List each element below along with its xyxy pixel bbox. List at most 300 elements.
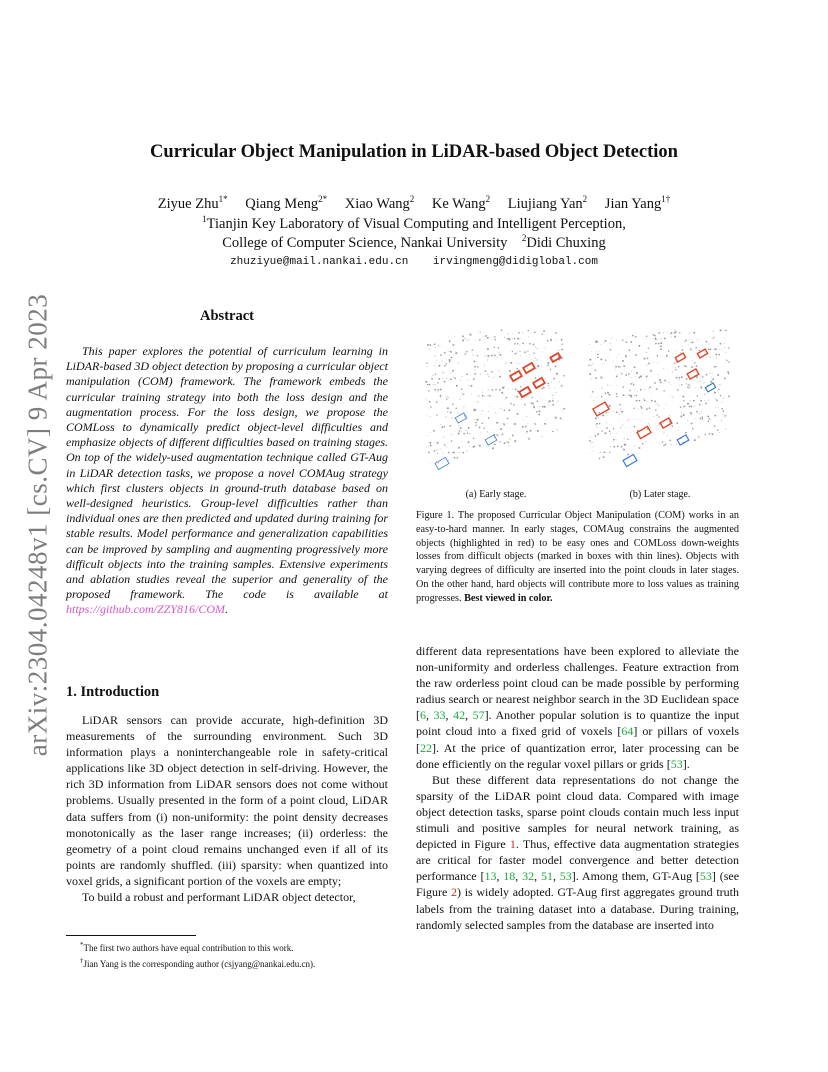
lidar-point [595,417,597,419]
point-cloud-figure [416,325,739,483]
lidar-point [440,395,442,397]
lidar-point [467,412,468,413]
lidar-point [691,366,693,368]
lidar-point [535,423,537,425]
lidar-point [687,386,689,388]
lidar-point [551,341,552,342]
lidar-point [623,386,625,388]
lidar-point [427,384,428,385]
lidar-point [440,424,441,425]
citation[interactable]: 33 [433,708,446,723]
paper-title: Curricular Object Manipulation in LiDAR-based Object Detection [150,142,678,162]
lidar-point [655,423,656,424]
lidar-point [722,402,723,403]
lidar-point [617,445,619,447]
lidar-point [447,412,448,413]
lidar-point [441,426,443,428]
lidar-point [434,389,436,391]
lidar-point [448,460,449,461]
lidar-point [448,351,449,352]
lidar-point [621,446,623,448]
lidar-point [514,343,516,345]
lidar-point [654,400,656,402]
lidar-point [635,354,637,356]
lidar-point [667,332,668,333]
lidar-point [610,343,611,344]
lidar-point [648,348,649,349]
citation[interactable]: 64 [621,724,634,739]
lidar-point [488,417,490,419]
lidar-point [472,349,473,350]
lidar-point [650,370,651,371]
lidar-point [605,392,607,394]
lidar-point [646,352,647,353]
lidar-point [602,363,603,364]
lidar-point [632,382,633,383]
lidar-point [714,336,715,337]
lidar-point [710,357,711,358]
lidar-point [699,404,701,406]
lidar-point [616,340,617,341]
lidar-point [670,334,671,335]
lidar-point [617,374,618,375]
lidar-point [434,450,435,451]
lidar-point [728,361,729,362]
lidar-point [426,414,427,415]
affiliation-1: $^1$Tianjin Key Laboratory of Visual Computing and Intelligent Perception, [202,214,626,232]
lidar-point [537,430,539,432]
lidar-point [495,389,497,391]
author-emails [0,256,828,268]
lidar-point [510,362,512,364]
lidar-point [467,430,468,431]
lidar-point [639,447,641,449]
lidar-point [531,402,533,404]
lidar-point [527,368,528,369]
lidar-point [716,357,717,358]
intro-paragraph: LiDAR sensors can provide accurate, high-definition 3D measurements of the surrounding environment. Such 3D information plays a noninterchangeable role in safety-critical applications like 3D object detection in self-driving. However, the rich 3D information from LiDAR sensors does not come without problems. Usually presented in the form of a point cloud, LiDAR data suffers from (i) non-uniformity: the point density decreases monotonically as the laser range increases; (ii) orderless: the geometry of a point cloud remains unchanged even if all of its points are randomly shuffled. (iii) sparsity: when quantized into voxel grids, a significant portion of the voxels are empty; [66,713,388,888]
lidar-point [447,378,448,379]
lidar-point [713,337,715,339]
lidar-point [469,339,470,340]
lidar-point [453,452,454,453]
lidar-point [554,373,555,374]
object-box [523,363,535,373]
lidar-point [597,397,598,398]
citation[interactable]: 18 [503,869,516,884]
lidar-point [448,452,450,454]
lidar-point [660,342,662,344]
lidar-point [439,365,441,367]
lidar-point [616,393,618,395]
lidar-point [681,412,682,413]
lidar-point [653,338,654,339]
right-column-text [416,643,739,933]
lidar-point [437,453,438,454]
lidar-point [598,412,599,413]
author: Xiao Wang$^2$ [344,194,415,212]
lidar-point [426,366,427,367]
lidar-point [708,418,709,419]
footnote-rule [66,935,196,936]
lidar-point [457,353,458,354]
lidar-point [712,381,713,382]
lidar-point [474,368,475,369]
lidar-point [634,390,635,391]
lidar-point [455,408,456,409]
lidar-point [435,347,436,348]
lidar-point [723,343,724,344]
citation[interactable]: 53 [699,869,712,884]
lidar-point [542,352,543,353]
lidar-point [695,419,696,420]
lidar-point [723,398,724,399]
lidar-point [538,414,540,416]
lidar-point [684,341,685,342]
lidar-point [606,421,607,422]
body-paragraph: different data representations have been explored to alleviate the non-uniformity and orderless challenges. Feature extraction from the raw orderless point cloud can be made possible by performing radius search or nearest neighbor search in the 3D Euclidean space [6, 33, 42, 57]. Another popular solution is to quantize the input point cloud into a fixed grid of voxels [64] or pillars of voxels [22]. At the price of quantization error, later processing can be done efficiently on the regular voxel pillars or grids [53]. [416,644,740,771]
lidar-point [446,396,447,397]
lidar-point [513,404,515,406]
lidar-point [439,346,440,347]
lidar-point [477,387,478,388]
lidar-point [686,383,687,384]
lidar-point [430,432,431,433]
lidar-point [428,390,429,391]
lidar-point [461,395,462,396]
lidar-point [676,351,677,352]
lidar-point [451,372,452,373]
lidar-point [658,423,659,424]
citation[interactable]: 32 [522,869,535,884]
lidar-point [485,335,487,337]
lidar-point [714,425,716,427]
lidar-point [491,371,493,373]
figure-ref[interactable]: 2 [451,885,458,900]
lidar-point [441,448,442,449]
lidar-point [512,338,513,339]
lidar-point [444,444,446,446]
lidar-point [630,419,631,420]
lidar-point [619,404,621,406]
lidar-point [680,352,681,353]
lidar-point [444,365,446,367]
lidar-point [699,413,700,414]
lidar-point [434,343,436,345]
lidar-point [499,376,501,378]
lidar-point [672,426,674,428]
lidar-point [480,374,481,375]
citation[interactable]: 53 [670,756,683,771]
lidar-point [616,357,617,358]
lidar-point [480,332,481,333]
lidar-point [428,452,430,454]
lidar-point [550,369,551,370]
email: irvingmeng@didiglobal.com [432,256,598,268]
lidar-point [656,388,658,390]
lidar-point [589,359,591,361]
lidar-point [660,348,662,350]
lidar-point [656,355,658,357]
lidar-point [595,341,597,343]
abstract-heading: Abstract [200,308,254,324]
lidar-point [723,414,724,415]
lidar-point [504,409,506,411]
lidar-point [724,338,725,339]
lidar-point [675,369,677,371]
lidar-point [696,356,697,357]
lidar-point [678,379,679,380]
lidar-point [652,416,653,417]
lidar-point [689,332,690,333]
lidar-point [547,419,548,420]
lidar-point [487,355,489,357]
lidar-point [486,426,487,427]
lidar-point [473,355,474,356]
lidar-point [498,370,499,371]
lidar-point [606,412,607,413]
lidar-point [659,379,661,381]
lidar-point [604,342,605,343]
lidar-point [680,406,681,407]
lidar-point [436,414,437,415]
lidar-point [682,346,683,347]
lidar-point [709,430,710,431]
lidar-point [592,363,593,364]
lidar-point [494,408,495,409]
lidar-point [427,363,428,364]
lidar-point [520,351,521,352]
lidar-point [537,366,538,367]
citation[interactable]: 57 [472,708,485,723]
lidar-point [636,453,637,454]
lidar-point [664,408,665,409]
lidar-point [541,436,542,437]
lidar-point [484,364,485,365]
lidar-point [616,376,618,378]
lidar-point [720,395,722,397]
lidar-point [450,360,451,361]
lidar-point [615,369,616,370]
lidar-point [487,395,488,396]
lidar-point [658,416,659,417]
lidar-point [601,377,603,379]
lidar-point [665,381,666,382]
lidar-point [675,331,677,333]
lidar-point [619,414,620,415]
lidar-point [468,427,470,429]
lidar-point [514,423,516,425]
lidar-point [467,433,468,434]
lidar-point [720,343,722,345]
lidar-point [607,385,608,386]
lidar-point [463,393,464,394]
lidar-point [657,403,658,404]
lidar-point [563,386,564,387]
lidar-point [687,384,688,385]
lidar-point [710,373,711,374]
lidar-point [676,444,677,445]
lidar-point [445,363,446,364]
lidar-point [616,411,618,413]
lidar-point [694,362,696,364]
lidar-point [459,452,460,453]
lidar-point [656,414,657,415]
lidar-point [478,444,479,445]
lidar-point [644,358,646,360]
lidar-point [454,378,456,380]
lidar-point [463,406,464,407]
lidar-point [595,369,597,371]
lidar-point [669,415,670,416]
lidar-point [512,388,513,389]
lidar-point [454,457,456,459]
lidar-point [511,338,512,339]
lidar-point [601,396,603,398]
author: Liujiang Yan$^2$ [507,194,588,212]
lidar-point [650,427,651,428]
lidar-point [692,422,693,423]
lidar-point [724,362,725,363]
code-link[interactable]: https://github.com/ZZY816/COM [66,602,226,617]
lidar-point [462,452,464,454]
lidar-point [473,378,475,380]
lidar-point [625,395,626,396]
lidar-point [469,446,470,447]
lidar-point [493,347,494,348]
lidar-point [520,386,521,387]
lidar-point [527,351,528,352]
lidar-point [552,400,554,402]
lidar-point [440,397,441,398]
lidar-point [630,377,631,378]
lidar-point [428,446,429,447]
citation[interactable]: 6 [420,708,426,723]
subcaption-a: (a) Early stage. [465,489,527,500]
lidar-point [436,444,437,445]
lidar-point [659,362,660,363]
lidar-point [500,408,501,409]
lidar-point [689,395,690,396]
lidar-point [635,336,637,338]
lidar-point [503,393,504,394]
lidar-point [460,398,461,399]
lidar-point [660,381,662,383]
lidar-point [427,435,428,436]
lidar-point [708,434,709,435]
citation[interactable]: 13 [484,869,497,884]
lidar-point [718,375,719,376]
lidar-point [506,362,507,363]
lidar-point [681,376,683,378]
lidar-point [449,355,450,356]
lidar-point [678,430,679,431]
lidar-point [685,406,686,407]
lidar-point [598,418,599,419]
lidar-point [623,449,625,451]
lidar-point [535,377,537,379]
lidar-point [679,385,680,386]
lidar-point [482,392,483,393]
object-box [455,413,467,423]
lidar-point [611,338,612,339]
lidar-point [501,392,503,394]
lidar-point [638,419,639,420]
lidar-point [692,341,694,343]
lidar-point [494,376,495,377]
lidar-point [607,392,609,394]
object-box [677,435,689,445]
lidar-point [528,438,529,439]
lidar-point [658,405,659,406]
lidar-point [629,390,630,391]
lidar-point [484,366,485,367]
citation[interactable]: 53 [559,869,572,884]
lidar-point [631,453,632,454]
lidar-point [481,423,483,425]
lidar-point [425,381,427,383]
lidar-point [549,387,550,388]
lidar-point [447,407,449,409]
lidar-point [555,419,556,420]
lidar-point [591,442,592,443]
lidar-point [443,378,444,379]
lidar-point [433,365,434,366]
figure-ref[interactable]: 1 [509,837,516,852]
lidar-point [435,363,436,364]
lidar-point [633,431,634,432]
lidar-point [473,360,475,362]
lidar-point [597,433,599,435]
object-box [519,387,531,397]
lidar-point [650,393,651,394]
lidar-point [690,349,692,351]
lidar-point [629,446,630,447]
lidar-point [705,403,707,405]
lidar-point [506,397,508,399]
citation[interactable]: 22 [420,740,432,755]
lidar-point [507,418,509,420]
citation[interactable]: 42 [453,708,466,723]
lidar-point [487,348,489,350]
citation[interactable]: 51 [540,869,553,884]
abstract-body: This paper explores the potential of curriculum learning in LiDAR-based 3D object detection by proposing a curricular object manipulation (COM) framework. The framework embeds the curricular training strategy into both the loss design and the augmentation process. For the loss design, we propose the COMLoss to dynamically predict object-level difficulties and emphasize objects of different difficulties based on training stages. On top of the widely-used augmentation technique called GT-Aug in LiDAR detection tasks, we propose a novel COMAug strategy which first clusters objects in ground-truth database based on well-designed heuristics. Group-level difficulties rather than individual ones are then predicted and updated during training for stable results. Model performance and generalization capabilities can be improved by sampling and augmenting progressively more difficult objects into the training samples. Extensive experiments and ablation studies reveal the superior and generality of the proposed framework. The code is available at https://github.com/ZZY816/COM. [66,344,388,617]
lidar-point [524,351,526,353]
lidar-point [472,354,473,355]
lidar-point [626,455,627,456]
lidar-point [495,412,496,413]
lidar-point [678,366,679,367]
lidar-point [487,374,488,375]
lidar-point [499,354,501,356]
lidar-point [543,330,545,332]
lidar-point [487,431,488,432]
lidar-point [591,395,592,396]
lidar-point [458,425,459,426]
lidar-point [623,365,625,367]
lidar-point [547,358,548,359]
lidar-point [476,419,478,421]
lidar-point [479,445,481,447]
lidar-point [475,340,476,341]
lidar-point [646,408,648,410]
lidar-point [628,373,629,374]
lidar-point [670,396,671,397]
lidar-point [468,380,469,381]
lidar-point [458,447,460,449]
lidar-point [680,415,682,417]
lidar-point [450,378,452,380]
